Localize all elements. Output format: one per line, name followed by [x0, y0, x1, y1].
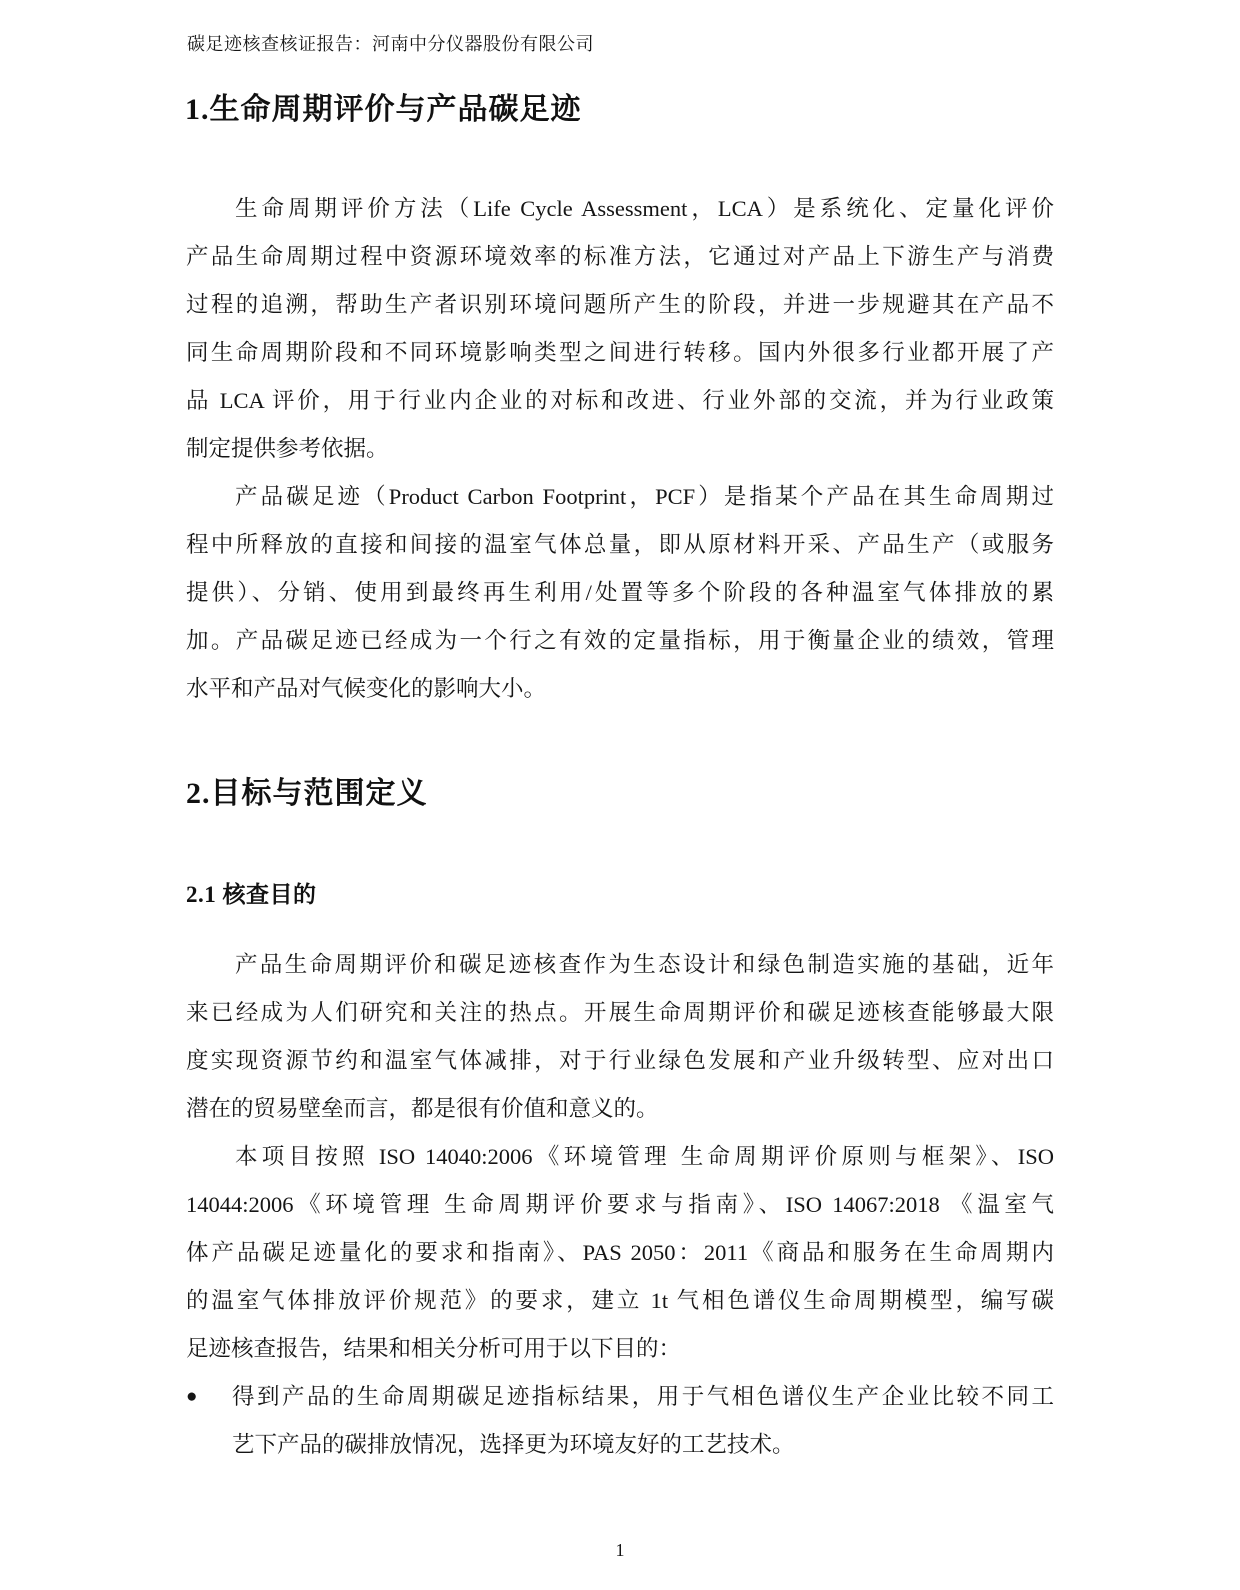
- paragraph-line: 品 LCA 评价，用于行业内企业的对标和改进、行业外部的交流，并为行业政策: [186, 388, 1054, 413]
- paragraph-line: 体产品碳足迹量化的要求和指南》、PAS 2050：2011《商品和服务在生命周期内: [186, 1240, 1054, 1265]
- paragraph-line: 加。产品碳足迹已经成为一个行之有效的定量指标，用于衡量企业的绩效，管理: [186, 628, 1054, 653]
- body-text-block-2: [186, 941, 1054, 1469]
- paragraph-line: 生命周期评价方法（Life Cycle Assessment，LCA）是系统化、定量化评价: [235, 196, 1054, 221]
- paragraph-line: 潜在的贸易壁垒而言，都是很有价值和意义的。: [186, 1096, 659, 1121]
- paragraph-line: 制定提供参考依据。: [186, 436, 389, 461]
- bullet-line: [186, 1421, 1054, 1469]
- paragraph-line: 来已经成为人们研究和关注的热点。开展生命周期评价和碳足迹核查能够最大限: [186, 1000, 1054, 1025]
- paragraph-line: 同生命周期阶段和不同环境影响类型之间进行转移。国内外很多行业都开展了产: [186, 340, 1054, 365]
- paragraph-line: 产品生命周期评价和碳足迹核查作为生态设计和绿色制造实施的基础，近年: [235, 952, 1054, 977]
- paragraph-line: 度实现资源节约和温室气体减排，对于行业绿色发展和产业升级转型、应对出口: [186, 1048, 1054, 1073]
- paragraph-line: 产品生命周期过程中资源环境效率的标准方法，它通过对产品上下游生产与消费: [186, 244, 1054, 269]
- paragraph-line: 提供）、分销、使用到最终再生利用/处置等多个阶段的各种温室气体排放的累: [186, 580, 1054, 605]
- paragraph-line: 过程的追溯，帮助生产者识别环境问题所产生的阶段，并进一步规避其在产品不: [186, 292, 1054, 317]
- bullet-icon: ●: [186, 1386, 198, 1407]
- paragraph-line: 的温室气体排放评价规范》的要求，建立 1t 气相色谱仪生命周期模型，编写碳: [186, 1288, 1054, 1313]
- subsection-heading-2-1: 2.1 核查目的: [186, 882, 317, 907]
- page-number: 1: [615, 1540, 625, 1560]
- bullet-text: 艺下产品的碳排放情况，选择更为环境友好的工艺技术。: [232, 1432, 795, 1457]
- paragraph-line: 足迹核查报告，结果和相关分析可用于以下目的：: [186, 1336, 682, 1361]
- bullet-text: 得到产品的生命周期碳足迹指标结果，用于气相色谱仪生产企业比较不同工: [232, 1384, 1054, 1409]
- section-heading-2: 2.目标与范围定义: [186, 777, 428, 810]
- paragraph-line: 产品碳足迹（Product Carbon Footprint，PCF）是指某个产品在其生命周期过: [235, 484, 1054, 509]
- body-text-block-1: [186, 185, 1054, 713]
- paragraph-line: 14044:2006《环境管理 生命周期评价要求与指南》、ISO 14067:2018 《温室气: [186, 1192, 1054, 1217]
- page-header-title: 碳足迹核查核证报告：河南中分仪器股份有限公司: [187, 34, 594, 54]
- bullet-line: [186, 1373, 1054, 1421]
- paragraph-line: 本项目按照 ISO 14040:2006《环境管理 生命周期评价原则与框架》、ISO: [235, 1144, 1054, 1169]
- paragraph-line: 水平和产品对气候变化的影响大小。: [186, 676, 547, 701]
- paragraph-line: 程中所释放的直接和间接的温室气体总量，即从原材料开采、产品生产（或服务: [186, 532, 1054, 557]
- section-heading-1: 1.生命周期评价与产品碳足迹: [185, 93, 582, 126]
